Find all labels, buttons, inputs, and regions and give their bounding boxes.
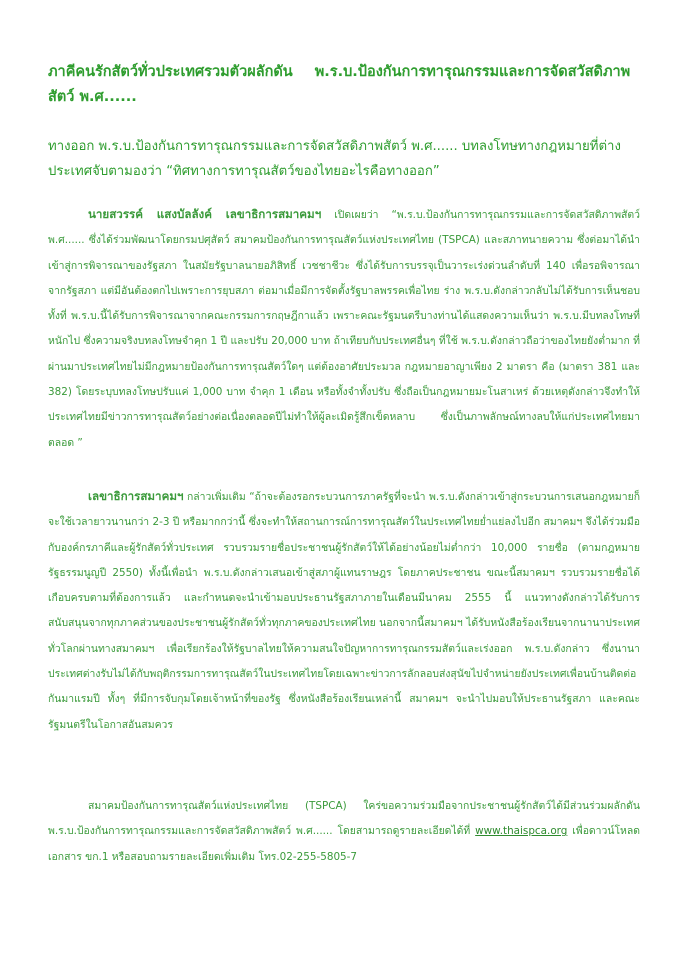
- paragraph-2: [48, 484, 640, 738]
- paragraph-1: [48, 202, 640, 456]
- paragraph-3-text-after-link: เพื่อดาวน์โหลดเอกสาร ขก.1 หรือสอบถามรายละเอียดเพิ่มเติม โทร.02-255-5805-7: [48, 825, 640, 863]
- document-title: [48, 60, 648, 110]
- paragraph-2-speaker: เลขาธิการสมาคมฯ: [88, 489, 184, 503]
- paragraph-3-text-before-link: สมาคมป้องกันการทารุณสัตว์แห่งประเทศไทย (TSPCA) ใคร่ขอความร่วมมือจากประชาชนผู้รักสัตว์ได้มีส่วนร่วมผลักดัน พ.ร.บ.ป้องกันการทารุณกรรมและการจัดสวัสดิภาพสัตว์ พ.ศ...... โดยสามารถดูรายละเอียดได้ที่: [48, 800, 640, 838]
- title-part-2: พ.ร.บ.ป้องกันการทารุณกรรมและการจัดสวัสดิภาพสัตว์ พ.ศ......: [48, 64, 631, 105]
- paragraph-2-text: กล่าวเพิ่มเติม “ถ้าจะต้องรอกระบวนการภาครัฐที่จะนำ พ.ร.บ.ดังกล่าวเข้าสู่กระบวนการเสนอกฎหมายก็จะใช้เวลายาวนานกว่า 2-3 ปี หรือมากกว่านี้ ซึ่งจะทำให้สถานการณ์การทารุณสัตว์ในประเทศไทยย่ำแย่ลงไปอีก สมาคมฯ จึงได้ร่วมมือกับองค์กรภาคีและผู้รักสัตว์ทั่วประเทศ รวบรวมรายชื่อประชาชนผู้รักสัตว์ให้ได้อย่างน้อยไม่ต่ำกว่า 10,000 รายชื่อ (ตามกฎหมายรัฐธรรมนูญปี 2550) ทั้งนี้เพื่อนำ พ.ร.บ.ดังกล่าวเสนอเข้าสู่สภาผู้แทนราษฎร โดยภาคประชาชน ขณะนี้สมาคมฯ รวบรวมรายชื่อได้เกือบครบตามที่ต้องการแล้ว และกำหนดจะนำเข้ามอบประธานรัฐสภาภายในเดือนมีนาคม 2555 นี้ แนวทางดังกล่าวได้รับการสนับสนุนจากทุกภาคส่วนของประชาชนผู้รักสัตว์ทั่วทุกภาคของประเทศไทย นอกจากนี้สมาคมฯ ได้รับหนังสือร้องเรียนจากนานาประเทศทั่วโลกผ่านทางสมาคมฯ เพื่อเรียกร้องให้รัฐบาลไทยให้ความสนใจปัญหาการทารุณกรรมสัตว์และเร่งออก พ.ร.บ.ดังกล่าว ซึ่งนานาประเทศต่างรับไม่ได้กับพฤติกรรมการทารุณสัตว์ในประเทศไทยโดยเฉพาะข่าวการลักลอบส่งสุนัขไปจำหน่ายยังประเทศเพื่อนบ้านติดต่อกันมาแรมปี ทั้งๆ ที่มีการจับกุมโดยเจ้าหน้าที่ของรัฐ ซึ่งหนังสือร้องเรียนเหล่านี้ สมาคมฯ จะนำไปมอบให้ประธานรัฐสภา และคณะรัฐมนตรีในโอกาสอันสมควร: [48, 491, 640, 731]
- paragraph-1-speaker: นายสวรรค์ แสงบัลลังค์ เลขาธิการสมาคมฯ: [88, 207, 322, 221]
- paragraph-1-text: เปิดเผยว่า “พ.ร.บ.ป้องกันการทารุณกรรมและการจัดสวัสดิภาพสัตว์ พ.ศ...... ซึ่งได้ร่วมพัฒนาโดยกรมปศุสัตว์ สมาคมป้องกันการทารุณสัตว์แห่งประเทศไทย (TSPCA) และสภาทนายความ ซึ่งต่อมาได้นำเข้าสู่การพิจารณาของรัฐสภา ในสมัยรัฐบาลนายอภิสิทธิ์ เวชชาชีวะ ซึ่งได้รับการบรรจุเป็นวาระเร่งด่วนลำดับที่ 140 เพื่อรอพิจารณาจากรัฐสภา แต่มีอันต้องตกไปเพราะการยุบสภา ต่อมาเมื่อมีการจัดตั้งรัฐบาลพรรคเพื่อไทย ร่าง พ.ร.บ.ดังกล่าวกลับไม่ได้รับการเห็นชอบ ทั้งที่ พ.ร.บ.นี้ได้รับการพิจารณาจากคณะกรรมการกฤษฎีกาแล้ว เพราะคณะรัฐมนตรีบางท่านได้แสดงความเห็นว่า พ.ร.บ.มีบทลงโทษที่หนักไป ซึ่งความจริงบทลงโทษจำคุก 1 ปี และปรับ 20,000 บาท ถ้าเทียบกับประเทศอื่นๆ ที่ใช้ พ.ร.บ.ดังกล่าวถือว่าของไทยยังต่ำมาก ที่ผ่านมาประเทศไทยไม่มีกฎหมายป้องกันการทารุณสัตว์ใดๆ แต่ต้องอาศัยประมวล กฎหมายอาญาเพียง 2 มาตรา คือ (มาตรา 381 และ 382) โดยระบุบทลงโทษปรับแค่ 1,000 บาท จำคุก 1 เดือน หรือทั้งจำทั้งปรับ ซึ่งถือเป็นกฎหมายมะโนสาเหร่ ด้วยเหตุดังกล่าวจึงทำให้ประเทศไทยมีข่าวการทารุณสัตว์อย่างต่อเนื่องตลอดปีไม่ทำให้ผู้ละเมิดรู้สึกเข็ดหลาบ ซึ่งเป็นภาพลักษณ์ทางลบให้แก่ประเทศไทยมาตลอด ”: [48, 209, 640, 449]
- title-part-1: ภาคีคนรักสัตว์ทั่วประเทศรวมตัวผลักดัน: [48, 64, 293, 80]
- website-link[interactable]: www.thaispca.org: [475, 825, 568, 838]
- paragraph-3: [48, 794, 640, 870]
- document-subtitle: ทางออก พ.ร.บ.ป้องกันการทารุณกรรมและการจัดสวัสดิภาพสัตว์ พ.ศ...... บทลงโทษทางกฎหมายที่ต่างประเทศจับตามองว่า “ทิศทางการทารุณสัตว์ของไทยอะไรคือทางออก”: [48, 139, 621, 179]
